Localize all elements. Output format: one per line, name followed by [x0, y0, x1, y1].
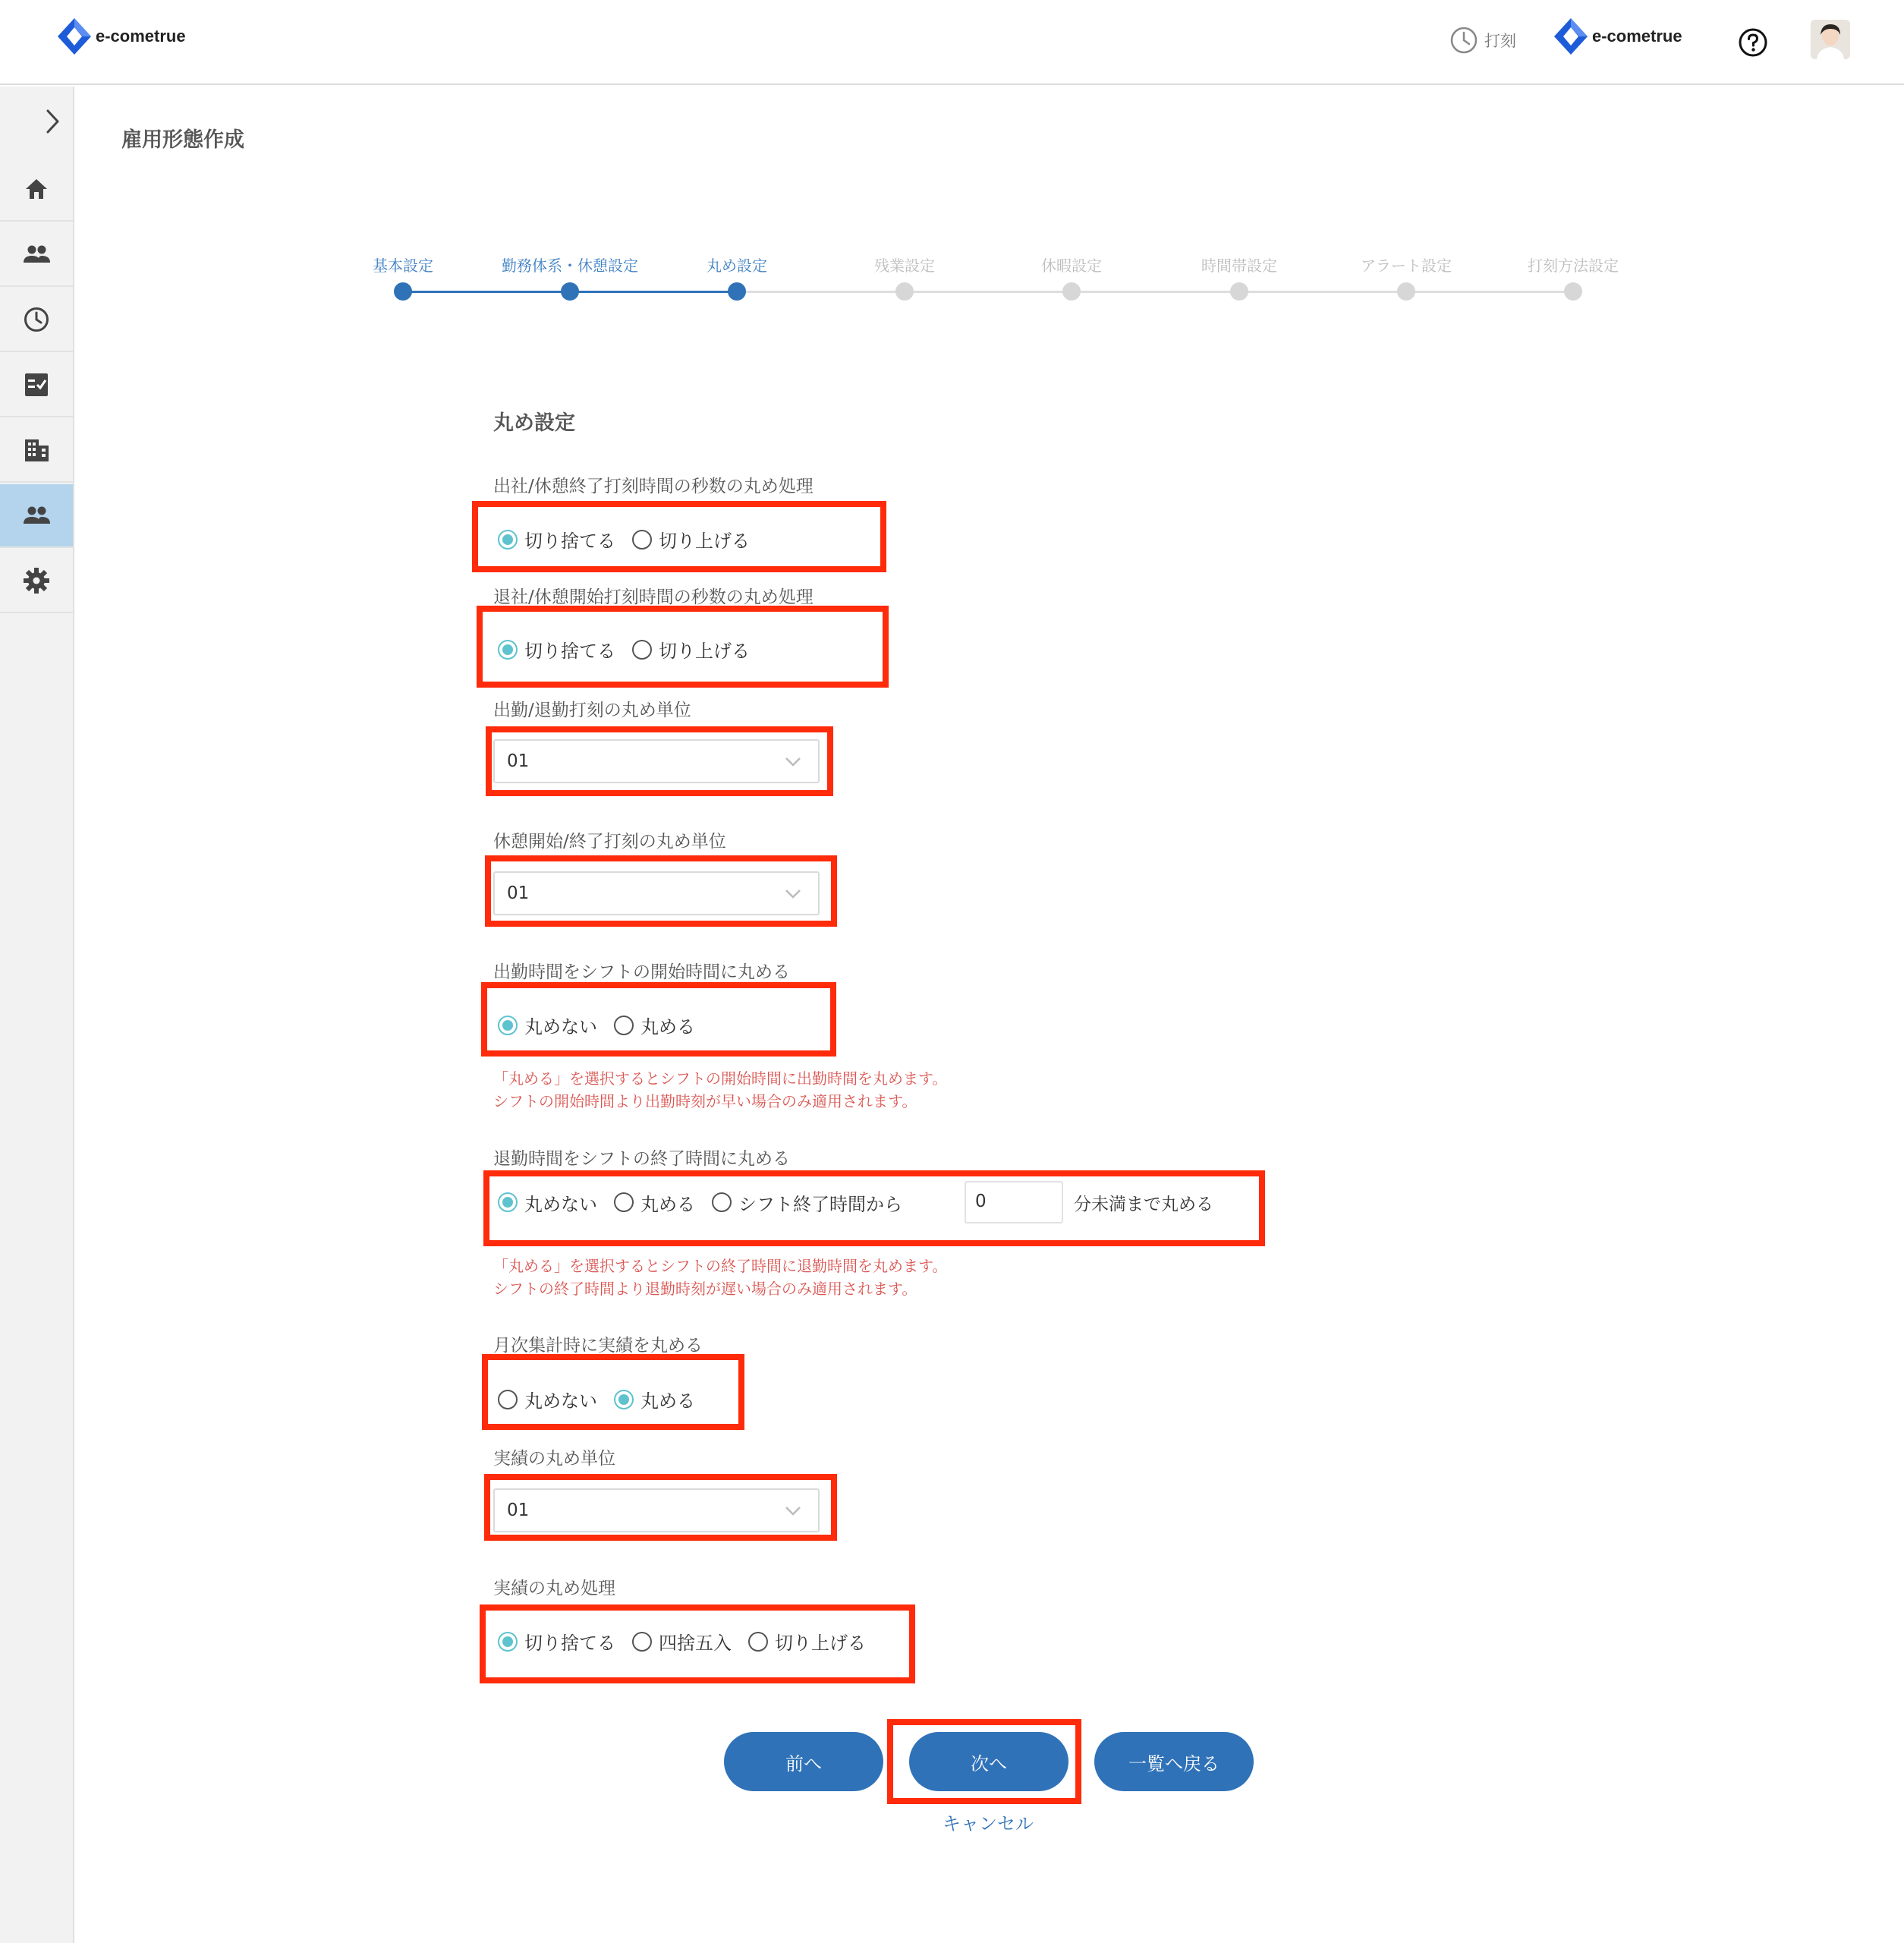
prev-button[interactable]: 前へ: [724, 1732, 883, 1791]
field-label-actual-process: 実績の丸め処理: [493, 1579, 615, 1598]
people-icon: [21, 500, 52, 531]
back-to-list-button[interactable]: 一覧へ戻る: [1094, 1732, 1254, 1791]
radio-from-shift-end[interactable]: シフト終了時間から: [712, 1189, 902, 1216]
step-label-leave: 休暇設定: [1041, 257, 1102, 275]
field-label-monthly-round: 月次集計時に実績を丸める: [493, 1336, 703, 1356]
minutes-input[interactable]: 0: [965, 1181, 1063, 1223]
step-label-time-zone: 時間帯設定: [1201, 257, 1277, 275]
step-label-work-break: 勤務体系・休憩設定: [502, 257, 638, 275]
radio-round[interactable]: 丸める: [614, 1189, 695, 1216]
cancel-link[interactable]: キャンセル: [943, 1813, 1034, 1834]
section-title: 丸め設定: [493, 411, 575, 435]
step-dot-overtime: [895, 282, 914, 301]
field-label-shift-end: 退勤時間をシフトの終了時間に丸める: [493, 1149, 790, 1169]
step-dot-leave: [1062, 282, 1081, 301]
highlight-box: [484, 1474, 837, 1541]
sidebar: [0, 87, 74, 1943]
select-value: 01: [507, 1501, 530, 1520]
radio-truncate[interactable]: 切り捨てる: [498, 636, 615, 663]
select-value: 01: [507, 883, 530, 903]
step-dot-work-break: [561, 282, 579, 301]
sidebar-item-employment-types[interactable]: [0, 484, 73, 548]
step-label-overtime: 残業設定: [874, 257, 935, 275]
highlight-box: [483, 1170, 1265, 1246]
hint-shift-start-2: シフトの開始時間より出勤時刻が早い場合のみ適用されます。: [493, 1092, 917, 1110]
building-icon: [21, 435, 52, 465]
radio-no-round[interactable]: 丸めない: [498, 1012, 597, 1038]
checklist-icon: [21, 370, 52, 400]
radio-truncate[interactable]: 切り捨てる: [498, 526, 615, 553]
minutes-unit-label: 分未満まで丸める: [1074, 1194, 1213, 1214]
step-label-stamp-method: 打刻方法設定: [1528, 257, 1619, 275]
hint-shift-start-1: 「丸める」を選択するとシフトの開始時間に出勤時間を丸めます。: [493, 1069, 948, 1088]
step-dot-time-zone: [1230, 282, 1248, 301]
stepper-line-pending: [737, 291, 1573, 293]
select-value: 01: [507, 751, 530, 771]
field-label-shift-start: 出勤時間をシフトの開始時間に丸める: [493, 962, 790, 982]
radio-round-half[interactable]: 四捨五入: [632, 1628, 732, 1655]
field-label-break-unit: 休憩開始/終了打刻の丸め単位: [493, 832, 726, 852]
logo-text: e-cometrue: [96, 27, 186, 46]
brand-text: e-cometrue: [1592, 27, 1682, 46]
radio-round-up[interactable]: 切り上げる: [632, 636, 750, 663]
step-dot-rounding: [728, 282, 746, 301]
highlight-box: [485, 855, 837, 927]
field-label-clockout-seconds: 退社/休憩開始打刻時間の秒数の丸め処理: [493, 587, 814, 607]
radio-round[interactable]: 丸める: [614, 1386, 695, 1412]
highlight-box: [486, 726, 833, 796]
radio-round-up[interactable]: 切り上げる: [632, 526, 750, 553]
radio-no-round[interactable]: 丸めない: [498, 1386, 597, 1412]
highlight-box: [887, 1719, 1081, 1804]
step-dot-basic: [394, 282, 412, 301]
highlight-box: [472, 501, 886, 572]
sidebar-item-settings[interactable]: [0, 550, 73, 613]
field-label-clock-unit: 出勤/退勤打刻の丸め単位: [493, 701, 691, 720]
highlight-box: [480, 1604, 915, 1683]
stamp-label: 打刻: [1484, 32, 1516, 50]
radio-round-up[interactable]: 切り上げる: [748, 1628, 866, 1655]
progress-stepper: [0, 0, 1904, 319]
gear-icon: [21, 565, 52, 596]
field-label-actual-unit: 実績の丸め単位: [493, 1449, 615, 1469]
step-dot-stamp-method: [1564, 282, 1582, 301]
radio-round[interactable]: 丸める: [614, 1012, 695, 1038]
step-label-basic: 基本設定: [373, 257, 433, 275]
highlight-box: [477, 606, 889, 688]
next-button[interactable]: 次へ: [909, 1732, 1068, 1791]
highlight-box: [482, 1354, 744, 1430]
sidebar-item-approvals[interactable]: [0, 354, 73, 417]
hint-shift-end-2: シフトの終了時間より退勤時刻が遅い場合のみ適用されます。: [493, 1280, 917, 1298]
highlight-box: [481, 982, 836, 1057]
step-dot-alert: [1397, 282, 1415, 301]
sidebar-item-organization[interactable]: [0, 419, 73, 483]
hint-shift-end-1: 「丸める」を選択するとシフトの終了時間に退勤時間を丸めます。: [493, 1257, 948, 1275]
step-label-rounding: 丸め設定: [707, 257, 767, 275]
step-label-alert: アラート設定: [1361, 257, 1452, 275]
radio-no-round[interactable]: 丸めない: [498, 1189, 597, 1216]
field-label-clockin-seconds: 出社/休憩終了打刻時間の秒数の丸め処理: [493, 477, 814, 496]
page-title: 雇用形態作成: [121, 128, 244, 152]
radio-truncate[interactable]: 切り捨てる: [498, 1628, 615, 1655]
